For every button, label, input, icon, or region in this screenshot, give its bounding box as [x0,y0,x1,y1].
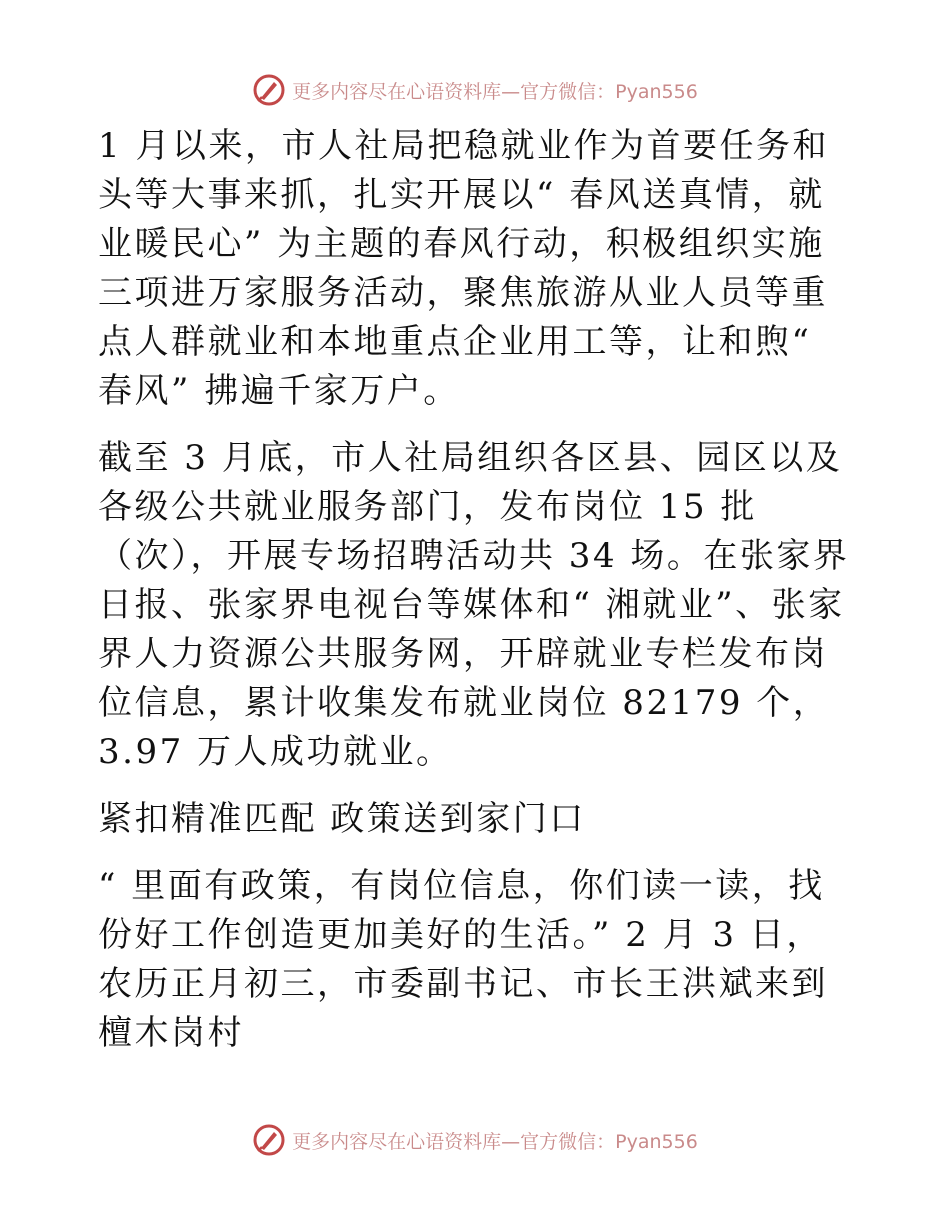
document-body [98,122,858,1058]
watermark-text: 更多内容尽在心语资料库—官方微信：Pyan556 [292,1130,698,1153]
paragraph-2: 截至 3 月底，市人社局组织各区县、园区以及各级公共就业服务部门，发布岗位 15 批（次），开展专场招聘活动共 34 场。在张家界日报、张家界电视台等媒体和“ 湘就业”、张家界人力资源公共服务网，开辟就业专栏发布岗位信息，累计收集发布就业岗位 82179 个，3.97 万人成功就业。 [98,438,850,772]
watermark-text: 更多内容尽在心语资料库—官方微信：Pyan556 [292,80,698,103]
watermark-footer [0,1122,950,1158]
paragraph-3: “ 里面有政策，有岗位信息，你们读一读，找份好工作创造更加美好的生活。” 2 月 3 日，农历正月初三，市委副书记、市长王洪斌来到檀木岗村 [98,866,828,1053]
quill-logo-icon [252,73,286,107]
watermark-header [0,72,950,108]
section-heading: 紧扣精准匹配 政策送到家门口 [98,799,586,839]
quill-logo-icon [252,1123,286,1157]
paragraph-1: 1 月以来，市人社局把稳就业作为首要任务和头等大事来抓，扎实开展以“ 春风送真情，就业暖民心” 为主题的春风行动，积极组织实施三项进万家服务活动，聚焦旅游从业人员等重点人群就业和本地重点企业用工等，让和煦“ 春风” 拂遍千家万户。 [98,126,829,411]
